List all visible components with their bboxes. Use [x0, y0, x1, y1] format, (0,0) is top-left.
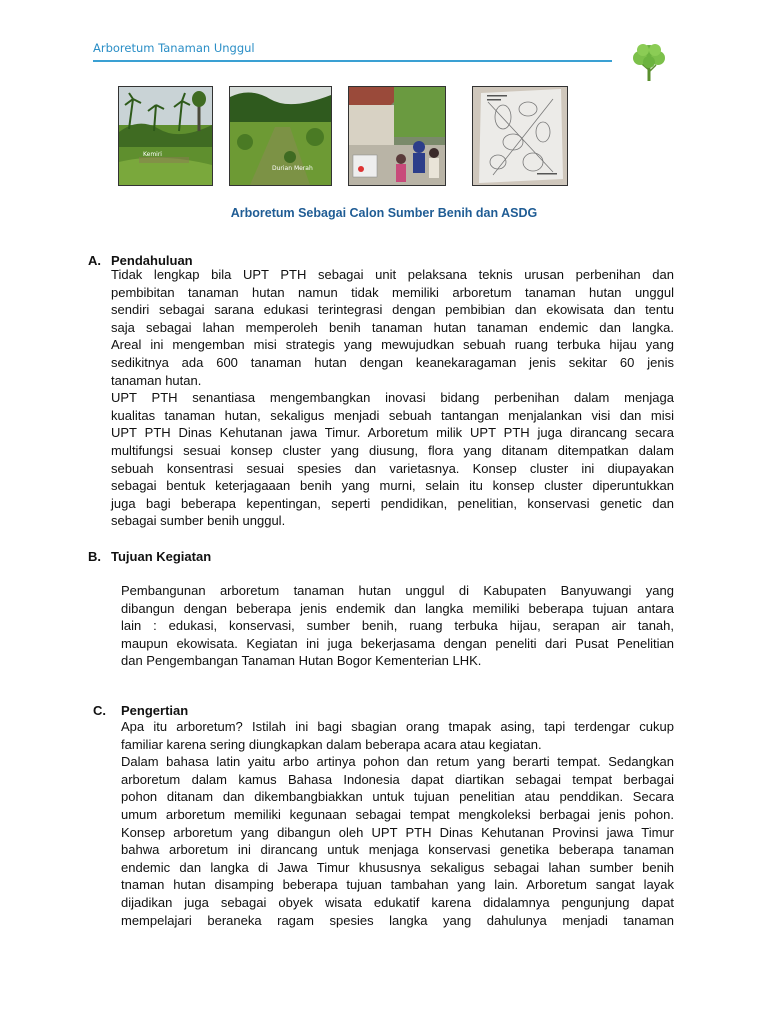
- text-line: dan Pengembangan Tanaman Hutan Bogor Kementerian LHK.: [121, 653, 482, 669]
- tree-icon: [630, 42, 668, 82]
- text-line: bahwa arboretum ini dirancang untuk menjaga konservasi genetika beberapa tanaman: [121, 842, 674, 858]
- text-line: sebagai bentuk keterjagaaan benih yang murni, selain itu konsep cluster diperuntukkan: [111, 478, 674, 494]
- section-c-body: [121, 718, 674, 929]
- text-line: Apa itu arboretum? Istilah ini bagi sbagian orang tmapak asing, tapi terdengar cukup: [121, 719, 674, 734]
- text-line: kualitas tanaman hutan, sekaligus menjadi sebuah tantangan menjalankan visi dan misi: [111, 407, 674, 423]
- text-line: dijadikan juga sebagai obyek wisata edukatif karena didalamnya pengunjung dapat: [121, 894, 674, 910]
- text-line: Dalam bahasa latin yaitu arbo artinya pohon dan retum yang berarti tempat. Sedangkan: [121, 754, 674, 770]
- section-b-body: [121, 582, 674, 670]
- photo-map-sketch: [472, 86, 568, 186]
- text-line: familiar karena sering diungkapkan dalam beberapa acara atau kegiatan.: [121, 736, 542, 752]
- text-line: mempelajari beraneka ragam spesies langka yang dahulunya menjadi tanaman: [121, 912, 674, 928]
- text-line: maupun ekowisata. Kegiatan ini juga bekerjasama dengan peneliti dari Pusat Penelitian: [121, 635, 674, 651]
- text-line: arboretum dalam kamus Bahasa Indonesia dapat diartikan sebagai tempat berbagai: [121, 771, 674, 787]
- section-b-letter: B.: [88, 549, 101, 564]
- photo-caption: Durian Merah: [272, 165, 313, 172]
- text-line: UPT PTH senantiasa mengembangkan inovasi bidang perbenihan dalam menjaga: [111, 390, 674, 406]
- text-line: Areal ini mengemban misi strategis yang mewujudkan sebuah ruang terbuka hijau yang: [111, 337, 674, 353]
- header-divider: [93, 60, 612, 62]
- photo-caption: Kemiri: [143, 151, 162, 158]
- text-line: UPT PTH Dinas Kehutanan jawa Timur. Arboretum milik UPT PTH juga dirancang secara: [111, 425, 674, 441]
- text-line: tnaman hutan disamping beberapa tujuan tambahan yang lain. Arboretum sangat layak: [121, 877, 674, 893]
- section-b-heading: Tujuan Kegiatan: [111, 549, 212, 564]
- text-line: Konsep arboretum yang dibangun oleh UPT PTH Dinas Kehutanan Provinsi jawa Timur: [121, 824, 674, 840]
- section-a-heading: Pendahuluan: [111, 253, 193, 268]
- text-line: umum arboretum memiliki kegunaan sebagai tempat mengkoleksi berbagai jenis pohon.: [121, 806, 674, 822]
- text-line: endemic dan langka di Jawa Timur khususnya sekaligus sebagai lahan sumber benih: [121, 859, 674, 875]
- text-line: sebagai sumber benih unggul.: [111, 513, 286, 529]
- text-line: multifungsi sesuai konsep cluster yang diusung, flora yang ditanam ditempatkan dalam: [111, 442, 674, 458]
- text-line: lain : edukasi, konservasi, sumber benih, ruang terbuka hijau, serapan air tanah,: [121, 618, 674, 634]
- header-title: Arboretum Tanaman Unggul: [93, 41, 255, 55]
- section-c-letter: C.: [93, 703, 106, 718]
- section-c-heading: Pengertian: [121, 703, 189, 718]
- text-line: pohon ditanam dan dikembangbiakkan untuk tujuan penelitian atau penddikan. Secara: [121, 789, 674, 805]
- text-line: tanaman hutan.: [111, 372, 202, 388]
- section-a-letter: A.: [88, 253, 101, 268]
- text-line: sendiri sebagai sarana edukasi terintegrasi dengan pembibian dan ekowisata dan tentu: [111, 302, 674, 318]
- section-a-body: [111, 266, 674, 530]
- photo-durian-merah: [229, 86, 332, 186]
- text-line: dibangun dengan beberapa jenis endemik dan langka memiliki beberapa tujuan antara: [121, 600, 674, 616]
- text-line: juga bagi beberapa kepentingan, seperti pendidikan, penelitian, konservasi genetic dan: [111, 495, 674, 511]
- photo-meeting: [348, 86, 446, 186]
- text-line: saja sebagai lahan memperoleh benih tanaman hutan tanaman endemic dan langka.: [111, 319, 674, 335]
- text-line: sebuah konsentrasi sesuai spesies dan varietasnya. Konsep cluster ini diupayakan: [111, 460, 674, 476]
- document-title: Arboretum Sebagai Calon Sumber Benih dan ASDG: [230, 206, 538, 220]
- text-line: sedikitnya ada 600 tanaman hutan dengan keanekaragaman jenis sekitar 60 jenis: [111, 354, 674, 370]
- text-line: pembibitan tanaman hutan namun tidak memiliki arboretum tanaman hutan unggul: [111, 284, 674, 300]
- text-line: Pembangunan arboretum tanaman hutan unggul di Kabupaten Banyuwangi yang: [121, 583, 674, 598]
- text-line: Tidak lengkap bila UPT PTH sebagai unit pelaksana teknis urusan perbenihan dan: [111, 267, 674, 282]
- photo-kemiri: [118, 86, 213, 186]
